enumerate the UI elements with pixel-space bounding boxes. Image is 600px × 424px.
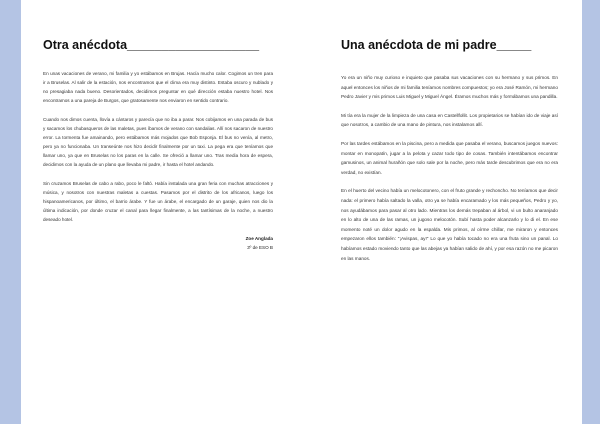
author-name: Zoe Anglada — [245, 236, 273, 241]
left-page — [21, 0, 303, 424]
signature-block — [43, 234, 273, 252]
right-page-body — [341, 73, 558, 263]
paragraph: Mi tía era la mujer de la limpieza de una casa en Castellfollit. Los propietarios se habían ido de viaje así que nosotros, a cambio de una mano de pintura, nos instalamos allí. — [341, 112, 558, 128]
left-page-title: Otra anécdota___________________ — [43, 38, 260, 52]
paragraph: Sin cruzamos Bruselas de cabo a rabo, poco le faltó. Había instalada una gran feria con muchas atracciones y música, y nosotros con nuestras maletas a cuestas. Pasamos por el distrito de los africanos, luego los hispanoamericanos, por último, el barrio árabe. Y fue un árabe, el encargado de un garaje, quien nos dio la última indicación, por donde cruzar el canal para llegar finalmente, a las tantísimas de la noche, a nuestro deseado hotel. — [43, 181, 273, 222]
paragraph: En unas vacaciones de verano, mi familia y yo estábamos en Brujas. Hacía mucho calor. Cogimos un tren para ir a Bruselas. Al salir de la estación, nos encontramos que el clima era muy distinto. Estaba oscuro y nublado y no presagiaba nada bueno. Desorientados, decidimos preguntar en qué dirección estaba nuestro hotel. Nos encontramos a una pareja de Burgos, que gratosamente nos enviaron en sentido contrario. — [43, 71, 273, 103]
right-page-title: Una anécdota de mi padre_____ — [341, 38, 532, 52]
left-page-body — [43, 69, 273, 224]
right-page — [303, 0, 582, 424]
paragraph: Yo era un niño muy curioso e inquieto que pasaba sus vacaciones con su hermano y sus primos. En aquel entonces los niños de mi familia teníamos nombres compuestos; yo era José Ramón, mi hermano Pedro Javier y mis primos Luis Miguel y Miguel Ángel. Éramos muchos más y formábamos una pandilla. — [341, 75, 558, 100]
paragraph: Por las tardes estábamos en la piscina, pero a medida que pasaba el verano, buscamos juegos nuevos: montar en monopatín, jugar a la pelota y cazar todo tipo de cosas. También intentábamos encontrar gamusinos, un animal hurañón que solo sale por la noche, pero más tarde descubrimos que era no era verdad, no existían. — [341, 140, 558, 175]
paragraph: Cuando nos dimos cuenta, llovía a cántaros y parecía que no iba a parar. Nos cobijamos en una parada de bus y sacamos los chubasqueros de las maletas, pues íbamos de verano con sandalias. Allí nos sacaron de nuestro error. La tormenta fue amainando, pero estábamos más mojados que Bob Esponja. El bus no venía, al metro, pero ya no funcionaba. Un transeúnte nos hizo decidir finalmente por un taxi. La pega era que teníamos que llamar uno, ya que en Bruselas no los paras en la calle. Se ofreció a llamar uno. Tras media hora de espera, decidimos con la ayuda de un plano que llevaba mi padre, ir hasta el hotel andando. — [43, 117, 273, 167]
paragraph: En el huerto del vecino había un melocotonero, con el fruto grande y rechoncho. No teníamos que decir nada: el primero había saltado la valla, otro ya se había encaramado y los más pequeños, Pedro y yo, nos ayudábamos para pasar al otro lado. Mientras los demás trepaban al árbol, vi un bulto anaranjado en lo alto de una de las ramas, un jugoso melocotón. Subí hasta poder alcanzarlo y lo di el. En ese momento noté un dolor agudo en la espalda. Mis primos, al oírme chillar, me miraron y entonces empezaron ellos también: "¡Avispas, ay!" Lo que yo había tocado no era una fruta sino un panal. Lo habíamos estado moviendo tanto que las abejas ya habían salido de ahí, y por esa razón no me picaron en las manos. — [341, 188, 558, 261]
author-course: 3º de ESO B — [247, 245, 273, 250]
